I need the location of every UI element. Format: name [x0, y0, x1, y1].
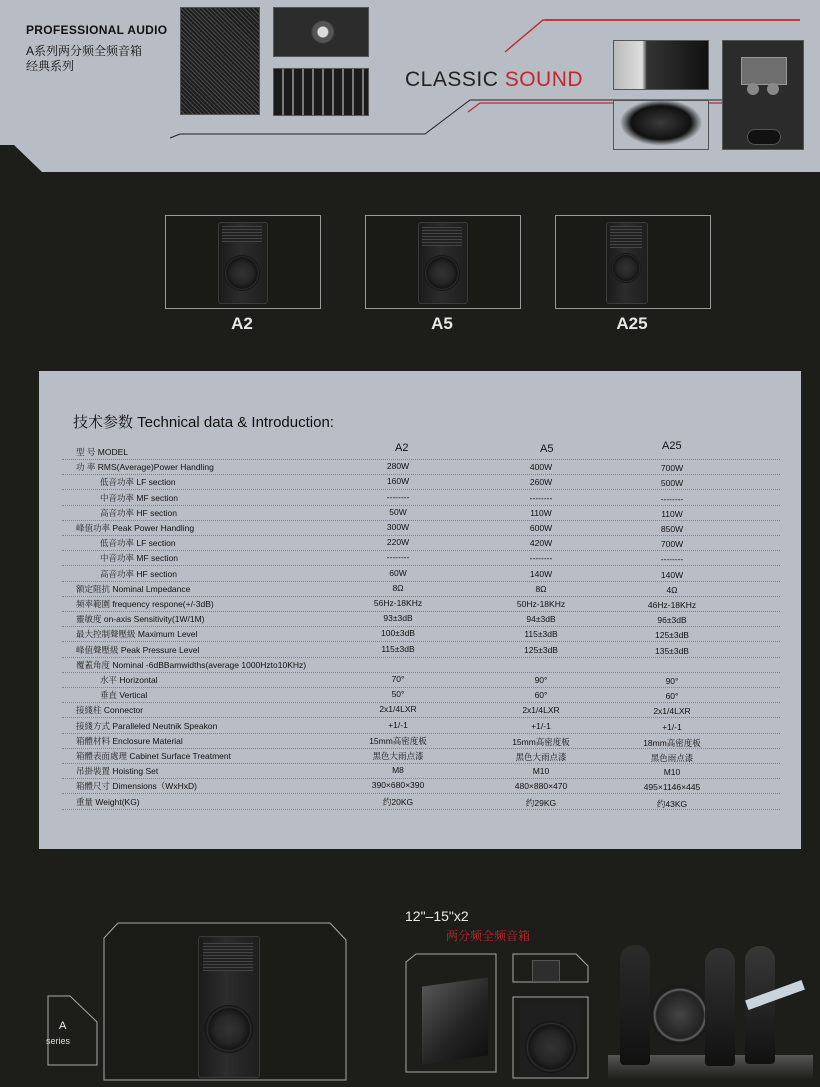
row-label-cn: 额定阻抗 — [76, 583, 111, 594]
value-cell: +1/-1 — [662, 721, 682, 732]
row-label-cn: 峰值功率 — [76, 523, 111, 533]
value-cell: 70° — [391, 674, 405, 684]
series-subtitle-2: 经典系列 — [26, 59, 75, 73]
row-label — [76, 461, 214, 473]
value-cell: 260W — [529, 477, 553, 488]
value-cell: +1/-1 — [531, 720, 551, 731]
value-cell: 94±3dB — [526, 614, 556, 625]
row-divider — [62, 565, 780, 566]
row-label-en: HF section — [136, 568, 178, 579]
row-label — [100, 689, 147, 701]
value-cell: M8 — [392, 765, 404, 776]
model-label-a5: A5 — [431, 314, 453, 333]
row-divider — [62, 611, 780, 612]
small-speaker-photo — [532, 960, 560, 982]
value-cell: 400W — [529, 462, 553, 473]
row-label-en: Cabinet Surface Treatment — [129, 751, 231, 761]
value-cell: 2x1/4LXR — [379, 704, 417, 715]
row-label — [76, 613, 205, 625]
row-divider — [62, 657, 780, 658]
value-cell: 600W — [529, 523, 553, 533]
classic-sound-title — [405, 68, 583, 92]
row-label — [76, 598, 214, 610]
value-cell: 60° — [665, 691, 679, 702]
speaker-cabinet — [218, 222, 268, 304]
value-cell: 280W — [386, 461, 410, 472]
row-label-cn: 型 号 — [76, 447, 96, 457]
speaker-closeup-photo — [519, 1003, 581, 1075]
column-header-a5: A5 — [540, 443, 554, 455]
connector-photo — [273, 7, 369, 57]
value-cell: 135±3dB — [655, 645, 689, 656]
value-cell: +1/-1 — [388, 719, 408, 730]
value-cell: 160W — [386, 476, 410, 487]
value-cell: -------- — [386, 552, 410, 563]
row-label-en: RMS(Average)Power Handling — [97, 462, 214, 473]
row-label-cn: 覆蓋角度 — [76, 659, 111, 670]
row-label — [76, 583, 190, 595]
row-divider — [62, 733, 780, 734]
internal-photo — [273, 68, 369, 116]
row-divider — [62, 550, 780, 551]
row-label — [76, 735, 183, 747]
angled-speaker-photo — [422, 977, 488, 1064]
row-label-cn: 箱體表面處理 — [76, 751, 128, 761]
row-divider — [62, 535, 780, 536]
row-label-cn: 最大控制聲壓級 — [76, 629, 136, 640]
value-cell: 约20KG — [382, 796, 414, 807]
row-label-en: Horizontal — [119, 675, 158, 685]
value-cell: 115±3dB — [381, 643, 415, 654]
value-cell: 46Hz-18KHz — [647, 600, 697, 610]
row-label — [100, 568, 177, 580]
row-label-cn: 高音功率 — [100, 568, 135, 579]
value-cell: 18mm高密度板 — [643, 737, 701, 748]
row-divider — [62, 778, 780, 779]
value-cell: 700W — [660, 463, 684, 474]
row-label-cn: 箱體材料 — [76, 735, 111, 746]
value-cell: M10 — [663, 767, 681, 778]
row-label-cn: 功 率 — [76, 462, 96, 473]
value-cell: 480×880×470 — [514, 781, 568, 792]
woofer-icon — [611, 253, 641, 283]
row-label — [76, 780, 197, 792]
row-label-cn: 垂直 — [100, 690, 118, 701]
sound-word: SOUND — [504, 68, 584, 91]
row-label-en: Maximum Level — [137, 629, 198, 640]
row-label — [76, 720, 217, 732]
row-label-cn: 中音功率 — [100, 492, 135, 503]
value-cell: -------- — [386, 491, 410, 502]
row-divider — [62, 505, 780, 506]
row-label — [100, 552, 178, 564]
band-member-silhouette — [620, 945, 650, 1065]
row-label — [100, 674, 158, 686]
value-cell: M10 — [532, 766, 550, 777]
value-cell: 96±3dB — [657, 615, 687, 626]
value-cell: 60W — [389, 567, 407, 578]
value-cell: 60° — [534, 690, 548, 701]
row-label-en: Hoisting Set — [112, 766, 159, 777]
row-label-cn: 频率範圍 — [76, 599, 111, 609]
row-label — [100, 537, 176, 549]
value-cell: 220W — [386, 537, 410, 548]
row-label — [76, 704, 143, 716]
value-cell: 140W — [529, 568, 553, 579]
row-label-en: frequency respone(+/-3dB) — [112, 599, 214, 609]
row-label-en: Enclosure Material — [112, 735, 183, 746]
row-label-cn: 箱體尺寸 — [76, 781, 111, 792]
row-label-cn: 高音功率 — [100, 507, 135, 518]
row-label-en: MF section — [136, 492, 178, 503]
model-label-a2: A2 — [231, 314, 253, 333]
value-cell: 110W — [530, 507, 552, 518]
row-label — [76, 644, 199, 656]
column-header-a25: A25 — [662, 440, 682, 452]
value-cell: -------- — [529, 492, 553, 503]
row-label-en: Weight(KG) — [95, 796, 140, 807]
value-cell: 700W — [660, 539, 684, 550]
value-cell: 125±3dB — [655, 630, 689, 641]
value-cell: 93±3dB — [383, 613, 413, 624]
speaker-cabinet — [418, 222, 468, 304]
value-cell: 115±3dB — [524, 629, 558, 640]
value-cell: -------- — [529, 553, 553, 564]
row-divider — [62, 489, 780, 490]
table-title: 技术参数 Technical data & Introduction: — [73, 414, 334, 431]
row-label-cn: 靈敏度 — [76, 614, 102, 625]
row-label — [76, 446, 128, 458]
row-label-cn: 低音功率 — [100, 538, 135, 549]
row-label — [76, 750, 231, 762]
value-cell: 850W — [660, 524, 684, 534]
row-label-en: Peak Pressure Level — [120, 644, 200, 655]
woofer-photo — [613, 100, 709, 150]
woofer-icon — [205, 1005, 253, 1053]
row-label-en: Nominal Lmpedance — [112, 583, 191, 594]
value-cell: 50Hz-18KHz — [516, 599, 566, 609]
value-cell: 8Ω — [392, 582, 404, 593]
speaker-grille — [610, 226, 642, 248]
value-cell: 约43KG — [656, 798, 688, 809]
row-label-en: on-axis Sensitivity(1W/1M) — [103, 614, 205, 625]
row-label-cn: 重量 — [76, 796, 94, 807]
row-label — [76, 522, 194, 534]
row-divider — [62, 459, 780, 460]
speaker-cabinet — [606, 222, 648, 304]
row-divider — [62, 581, 780, 582]
model-frame-a2 — [165, 215, 321, 309]
value-cell: -------- — [660, 554, 684, 565]
woofer-icon — [525, 1021, 577, 1073]
row-label-en: HF section — [136, 507, 178, 518]
value-cell: 50° — [391, 689, 405, 700]
row-label-en: Dimensions（WxHxD) — [112, 781, 197, 792]
row-label-cn: 峰值聲壓級 — [76, 644, 119, 655]
row-label-cn: 接綫柱 — [76, 705, 102, 716]
value-cell: 300W — [386, 522, 410, 532]
row-divider — [62, 641, 780, 642]
row-label-cn: 中音功率 — [100, 553, 135, 564]
row-label-en: Vertical — [119, 690, 148, 701]
row-divider — [62, 520, 780, 521]
row-divider — [62, 793, 780, 794]
classic-word: CLASSIC — [405, 68, 505, 91]
value-cell: 黑色大雨点漆 — [515, 752, 567, 762]
series-letter: A — [59, 1020, 67, 1032]
grille-photo — [180, 7, 260, 115]
row-divider — [62, 687, 780, 688]
woofer-icon — [224, 255, 260, 291]
speakon-socket-icon — [767, 83, 779, 95]
column-header-a2: A2 — [395, 442, 409, 454]
drum-kit-icon — [650, 985, 710, 1045]
row-divider — [62, 596, 780, 597]
row-label-en: LF section — [136, 538, 176, 549]
value-cell: 2x1/4LXR — [653, 706, 691, 717]
two-way-label: 两分频全频音箱 — [446, 929, 531, 943]
value-cell: 56Hz-18KHz — [373, 598, 423, 608]
row-label — [100, 476, 176, 488]
row-label — [100, 492, 178, 504]
driver-size-label: 12"–15"x2 — [405, 908, 469, 924]
series-word: series — [46, 1036, 71, 1046]
series-subtitle: A系列两分频全频音箱 — [26, 44, 143, 58]
row-divider — [62, 626, 780, 627]
row-label — [76, 659, 306, 671]
value-cell: 约29KG — [525, 797, 557, 808]
value-cell: 2x1/4LXR — [522, 705, 560, 716]
row-divider — [62, 717, 780, 718]
handle-icon — [747, 129, 781, 145]
row-label-cn: 水平 — [100, 675, 118, 685]
value-cell: 110W — [661, 508, 683, 519]
rear-panel-photo — [722, 40, 804, 150]
row-label-en: Paralleled Neutnik Speakon — [112, 720, 218, 731]
row-label-en: MODEL — [97, 447, 128, 457]
horn-photo — [613, 40, 709, 90]
speaker-grille — [422, 226, 462, 246]
model-label-a25: A25 — [616, 314, 648, 333]
value-cell: 420W — [529, 538, 553, 549]
row-label-en: LF section — [136, 477, 176, 488]
model-frame-a5 — [365, 215, 521, 309]
value-cell: 90° — [665, 676, 679, 686]
row-divider — [62, 702, 780, 703]
value-cell: 125±3dB — [524, 644, 558, 655]
row-label — [100, 507, 177, 519]
row-label-cn: 低音功率 — [100, 477, 135, 488]
row-label-en: Connector — [103, 705, 144, 716]
row-divider — [62, 672, 780, 673]
a-series-speaker — [198, 936, 260, 1078]
value-cell: 390×680×390 — [371, 780, 425, 791]
row-label — [76, 628, 197, 640]
value-cell: 90° — [534, 675, 548, 685]
value-cell: 100±3dB — [381, 628, 415, 639]
row-label-cn: 接綫方式 — [76, 720, 111, 731]
row-label-en: MF section — [136, 553, 178, 564]
value-cell: 140W — [660, 569, 684, 580]
value-cell: -------- — [660, 493, 684, 504]
woofer-icon — [424, 255, 460, 291]
row-label-en: Peak Power Handling — [112, 523, 195, 533]
value-cell: 15mm高密度板 — [512, 736, 570, 747]
value-cell: 495×1146×445 — [643, 782, 701, 793]
value-cell: 50W — [389, 506, 407, 517]
value-cell: 黑色雨点漆 — [650, 753, 694, 763]
value-cell: 500W — [660, 478, 684, 489]
value-cell: 8Ω — [535, 583, 547, 594]
value-cell: 15mm高密度板 — [369, 735, 427, 746]
band-member-silhouette — [705, 948, 735, 1066]
model-frame-a25 — [555, 215, 711, 309]
row-label — [76, 796, 140, 808]
speaker-grille — [203, 943, 253, 971]
row-label-cn: 吊掛裝置 — [76, 766, 111, 777]
brand-title: PROFESSIONAL AUDIO — [26, 23, 168, 37]
row-divider — [62, 474, 780, 475]
speakon-socket-icon — [747, 83, 759, 95]
rear-label-plate — [741, 57, 787, 85]
speaker-grille — [222, 226, 262, 242]
row-label — [76, 765, 158, 777]
value-cell: 4Ω — [666, 584, 678, 595]
value-cell: 黑色大雨点漆 — [372, 751, 424, 761]
row-label-en: Nominal -6dBBamwidths(average 1000Hzto10KHz) — [112, 659, 307, 670]
